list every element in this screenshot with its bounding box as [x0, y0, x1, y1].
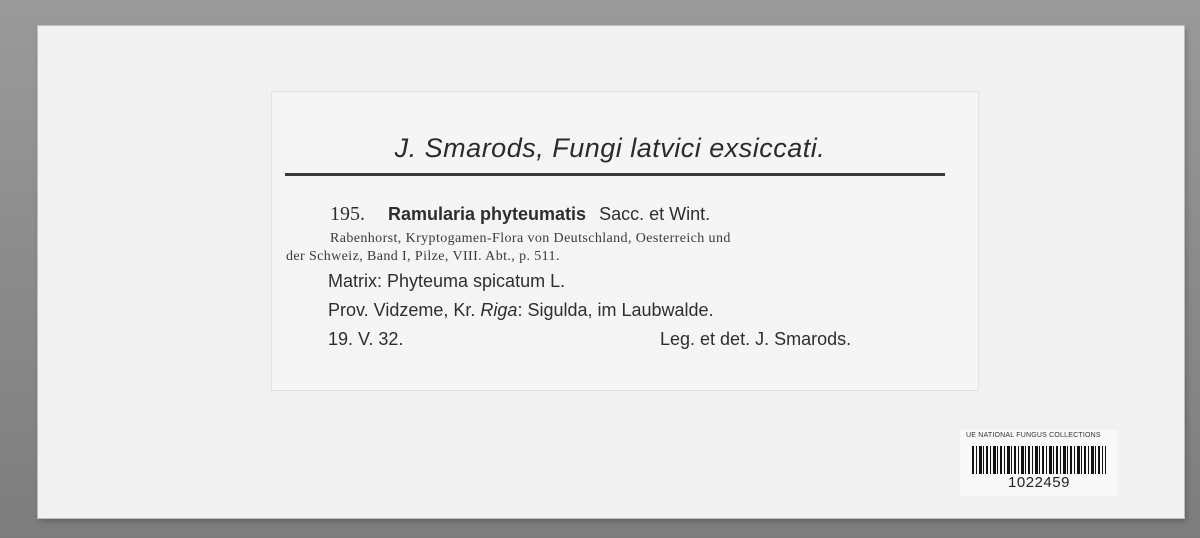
locality-line	[328, 300, 714, 321]
entry-line	[330, 203, 710, 226]
locality-district: Riga	[480, 300, 518, 320]
species-author: Sacc. et Wint.	[599, 204, 711, 224]
locality-prefix: Prov. Vidzeme, Kr.	[328, 300, 481, 320]
matrix-line: Matrix: Phyteuma spicatum L.	[328, 271, 566, 291]
barcode-header: UE NATIONAL FUNGUS COLLECTIONS	[966, 432, 1101, 439]
locality-suffix: : Sigulda, im Laubwalde.	[517, 300, 714, 320]
reference-line-2: der Schweiz, Band I, Pilze, VIII. Abt., p. 511.	[286, 249, 560, 264]
entry-number: 195.	[330, 203, 365, 225]
label-title: J. Smarods, Fungi latvici exsiccati.	[394, 133, 826, 163]
collection-date: 19. V. 32.	[328, 329, 404, 349]
barcode-number: 1022459	[1008, 474, 1070, 491]
species-name: Ramularia phyteumatis	[388, 204, 587, 224]
reference-line-1: Rabenhorst, Kryptogamen-Flora von Deutschland, Oesterreich und	[330, 231, 731, 246]
barcode-icon	[972, 446, 1106, 474]
title-rule	[285, 173, 945, 176]
collector-line: Leg. et det. J. Smarods.	[660, 329, 852, 349]
